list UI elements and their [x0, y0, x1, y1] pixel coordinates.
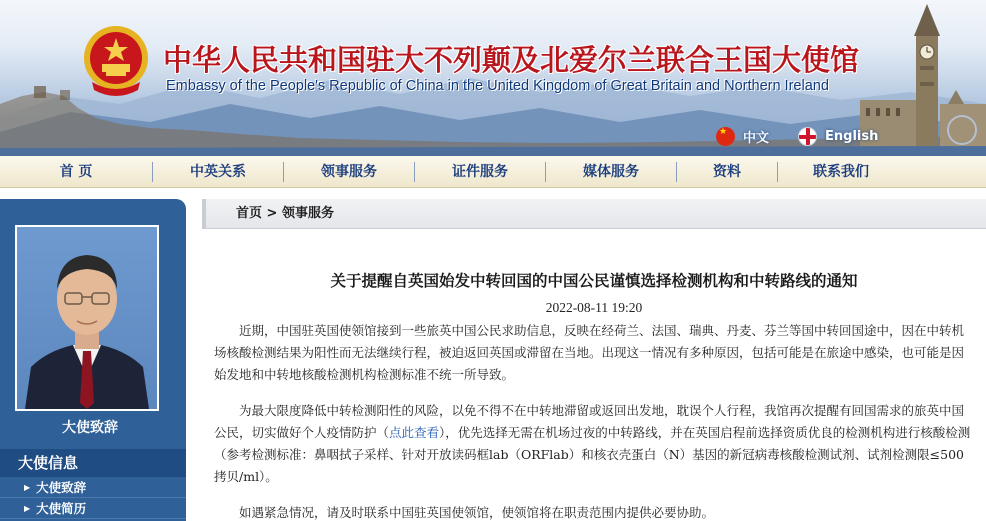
breadcrumb-home-link[interactable]: 首页	[236, 206, 263, 221]
breadcrumb-current-link[interactable]: 领事服务	[281, 206, 334, 221]
nav-item-home[interactable]: 首 页	[59, 163, 93, 180]
protection-guide-link[interactable]: 点此查看	[389, 425, 440, 440]
site-title-english: Embassy of the People's Republic of China in the United Kingdom of Great Britain and Northern Ireland	[166, 78, 829, 94]
article-body	[214, 320, 974, 521]
language-label: English	[825, 128, 879, 144]
article-paragraph: 近期，中国驻英国使领馆接到一些旅英中国公民求助信息，反映在经荷兰、法国、瑞典、丹麦、芬兰等国中转回国途中，因在中转机场核酸检测结果为阳性而无法继续行程，被迫返回英国或滞留在当地。出现这一情况有多种原因，包括可能是在旅途中感染，也可能是因始发地和中转地核酸检测机构检测标准不统一所导致。	[214, 323, 965, 382]
sidebar-item-label: 大使简历	[36, 500, 87, 516]
sidebar-list	[0, 477, 186, 519]
sidebar-item-label: 大使致辞	[36, 479, 87, 495]
uk-flag-icon	[798, 127, 817, 146]
bullet-arrow-icon: ▶	[24, 482, 31, 492]
sidebar-item-ambassador-biography[interactable]	[0, 498, 186, 519]
breadcrumb-separator: >	[266, 206, 278, 221]
language-english-link[interactable]	[798, 125, 878, 147]
china-flag-icon	[716, 127, 735, 146]
nav-item-contact-us[interactable]: 联系我们	[813, 163, 869, 180]
ambassador-photo[interactable]	[17, 227, 157, 409]
nav-item-china-uk-relations[interactable]: 中英关系	[190, 163, 246, 180]
site-title-chinese: 中华人民共和国驻大不列颠及北爱尔兰联合王国大使馆	[163, 43, 860, 77]
paragraph-text: ），优先选择无需在机场过夜的中转路线，并在英国启程前选择资质优良的检测机构进行核酸检测（参考检测标准：鼻咽拭子采样、针对开放读码框lab（ORFlab）和核衣壳蛋白（N）基因的新冠病毒核酸检测试剂、试剂检测限≤500拷贝/ml）。	[214, 425, 971, 484]
national-emblem-icon	[82, 24, 150, 100]
sidebar	[0, 199, 186, 521]
nav-item-resources[interactable]: 资料	[713, 163, 741, 180]
ambassador-info-heading: 大使信息	[0, 449, 186, 477]
article-paragraph: 如遇紧急情况，请及时联系中国驻英国使领馆，使领馆将在职责范围内提供必要协助。	[239, 505, 715, 520]
nav-item-consular-services[interactable]: 领事服务	[321, 163, 377, 180]
bullet-arrow-icon: ▶	[24, 503, 31, 513]
paragraph-text: 为最大限度降低中转检测阳性的风险，以免不得不在中转地滞留或返回出发地，耽误个人行程，我馆再次提醒有回国需求的旅英中国公民，切实做好个人疫情防护（	[214, 403, 965, 440]
nav-item-document-services[interactable]: 证件服务	[452, 163, 508, 180]
ambassador-photo-frame[interactable]	[15, 225, 159, 411]
nav-item-media-services[interactable]: 媒体服务	[583, 163, 639, 180]
article-title: 关于提醒自英国始发中转回国的中国公民谨慎选择检测机构和中转路线的通知	[330, 271, 858, 290]
language-label: 中文	[743, 130, 770, 146]
main-navigation	[0, 156, 986, 188]
main-content	[202, 199, 986, 521]
article-date: 2022-08-11 19:20	[545, 300, 643, 315]
ambassador-speech-link[interactable]: 大使致辞	[62, 420, 118, 436]
site-banner	[0, 0, 986, 156]
language-chinese-link[interactable]	[716, 125, 769, 147]
article-paragraph	[214, 400, 974, 488]
breadcrumb	[202, 199, 986, 229]
sidebar-item-ambassador-speech[interactable]	[0, 477, 186, 498]
